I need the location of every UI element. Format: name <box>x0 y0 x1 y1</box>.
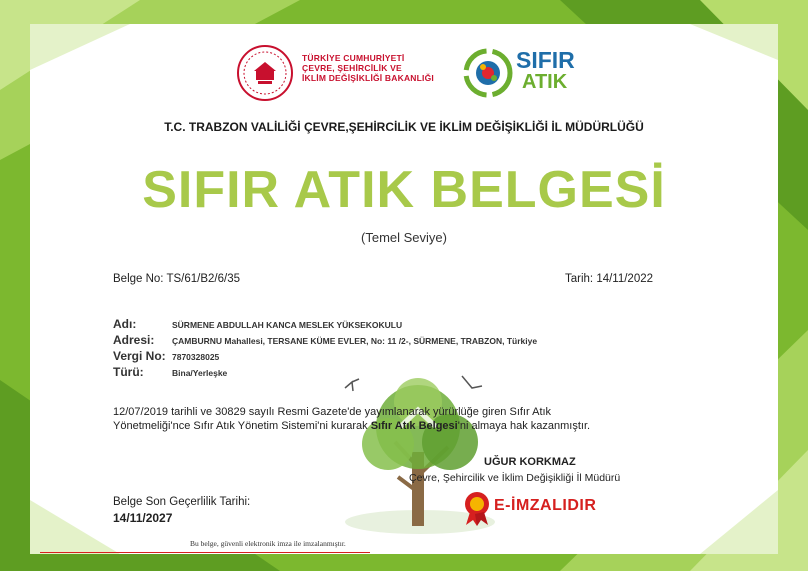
bird-icon <box>460 374 484 392</box>
ministry-emblem-icon <box>236 44 294 102</box>
logo-word-atik: ATIK <box>522 71 568 93</box>
statement-text: Yönetmeliği'nce Sıfır Atık Yönetim Sistemi'ni kurarak <box>113 420 371 432</box>
e-signature-label: E-İMZALIDIR <box>494 497 597 514</box>
statement-line-1: 12/07/2019 tarihli ve 30829 sayılı Resmi Gazete'de yayımlanarak yürürlüğe giren Sıfır Atık <box>113 406 552 418</box>
logo-word-sifir: SIFIR <box>516 47 575 73</box>
tax-number-label: Vergi No: <box>113 349 166 363</box>
validity-date: 14/11/2027 <box>113 511 173 525</box>
footer-note: Bu belge, güvenli elektronik imza ile imzalanmıştır. <box>190 539 346 548</box>
document-number: Belge No: TS/61/B2/6/35 <box>113 273 241 285</box>
statement-line-2 <box>113 419 673 433</box>
ministry-line-1: TÜRKİYE CUMHURİYETİ <box>302 53 405 63</box>
statement-text-end: 'ni almaya hak kazanmıştır. <box>457 420 591 432</box>
ministry-name <box>302 53 434 83</box>
e-signature-seal-icon <box>462 490 492 526</box>
name-label: Adı: <box>113 317 137 331</box>
type-value: Bina/Yerleşke <box>172 368 228 378</box>
validity-label: Belge Son Geçerlilik Tarihi: <box>113 496 251 508</box>
zero-waste-logo-icon <box>463 48 513 98</box>
footer-divider <box>40 552 370 553</box>
type-label: Türü: <box>113 365 144 379</box>
issue-date: Tarih: 14/11/2022 <box>565 273 654 285</box>
address-value: ÇAMBURNU Mahallesi, TERSANE KÜME EVLER, No: 11 /2-, SÜRMENE, TRABZON, Türkiye <box>172 336 538 346</box>
issuing-authority-heading: T.C. TRABZON VALİLİĞİ ÇEVRE,ŞEHİRCİLİK VE İKLİM DEĞİŞİKLİĞİ İL MÜDÜRLÜĞÜ <box>164 120 644 134</box>
signatory-name: UĞUR KORKMAZ <box>484 456 576 468</box>
ministry-line-3: İKLİM DEĞİŞİKLİĞİ BAKANLIĞI <box>302 73 434 83</box>
certificate-title: SIFIR ATIK BELGESİ <box>142 161 666 219</box>
signatory-title: Çevre, Şehircilik ve İklim Değişikliği İl Müdürü <box>409 472 621 484</box>
statement-emphasis: Sıfır Atık Belgesi <box>370 420 458 432</box>
certificate-level: (Temel Seviye) <box>361 230 447 245</box>
address-label: Adresi: <box>113 333 155 347</box>
tax-number-value: 7870328025 <box>172 352 220 362</box>
certificate-statement <box>113 405 673 433</box>
name-value: SÜRMENE ABDULLAH KANCA MESLEK YÜKSEKOKULU <box>172 320 403 330</box>
ministry-line-2: ÇEVRE, ŞEHİRCİLİK VE <box>302 63 402 73</box>
bird-icon <box>344 378 360 392</box>
